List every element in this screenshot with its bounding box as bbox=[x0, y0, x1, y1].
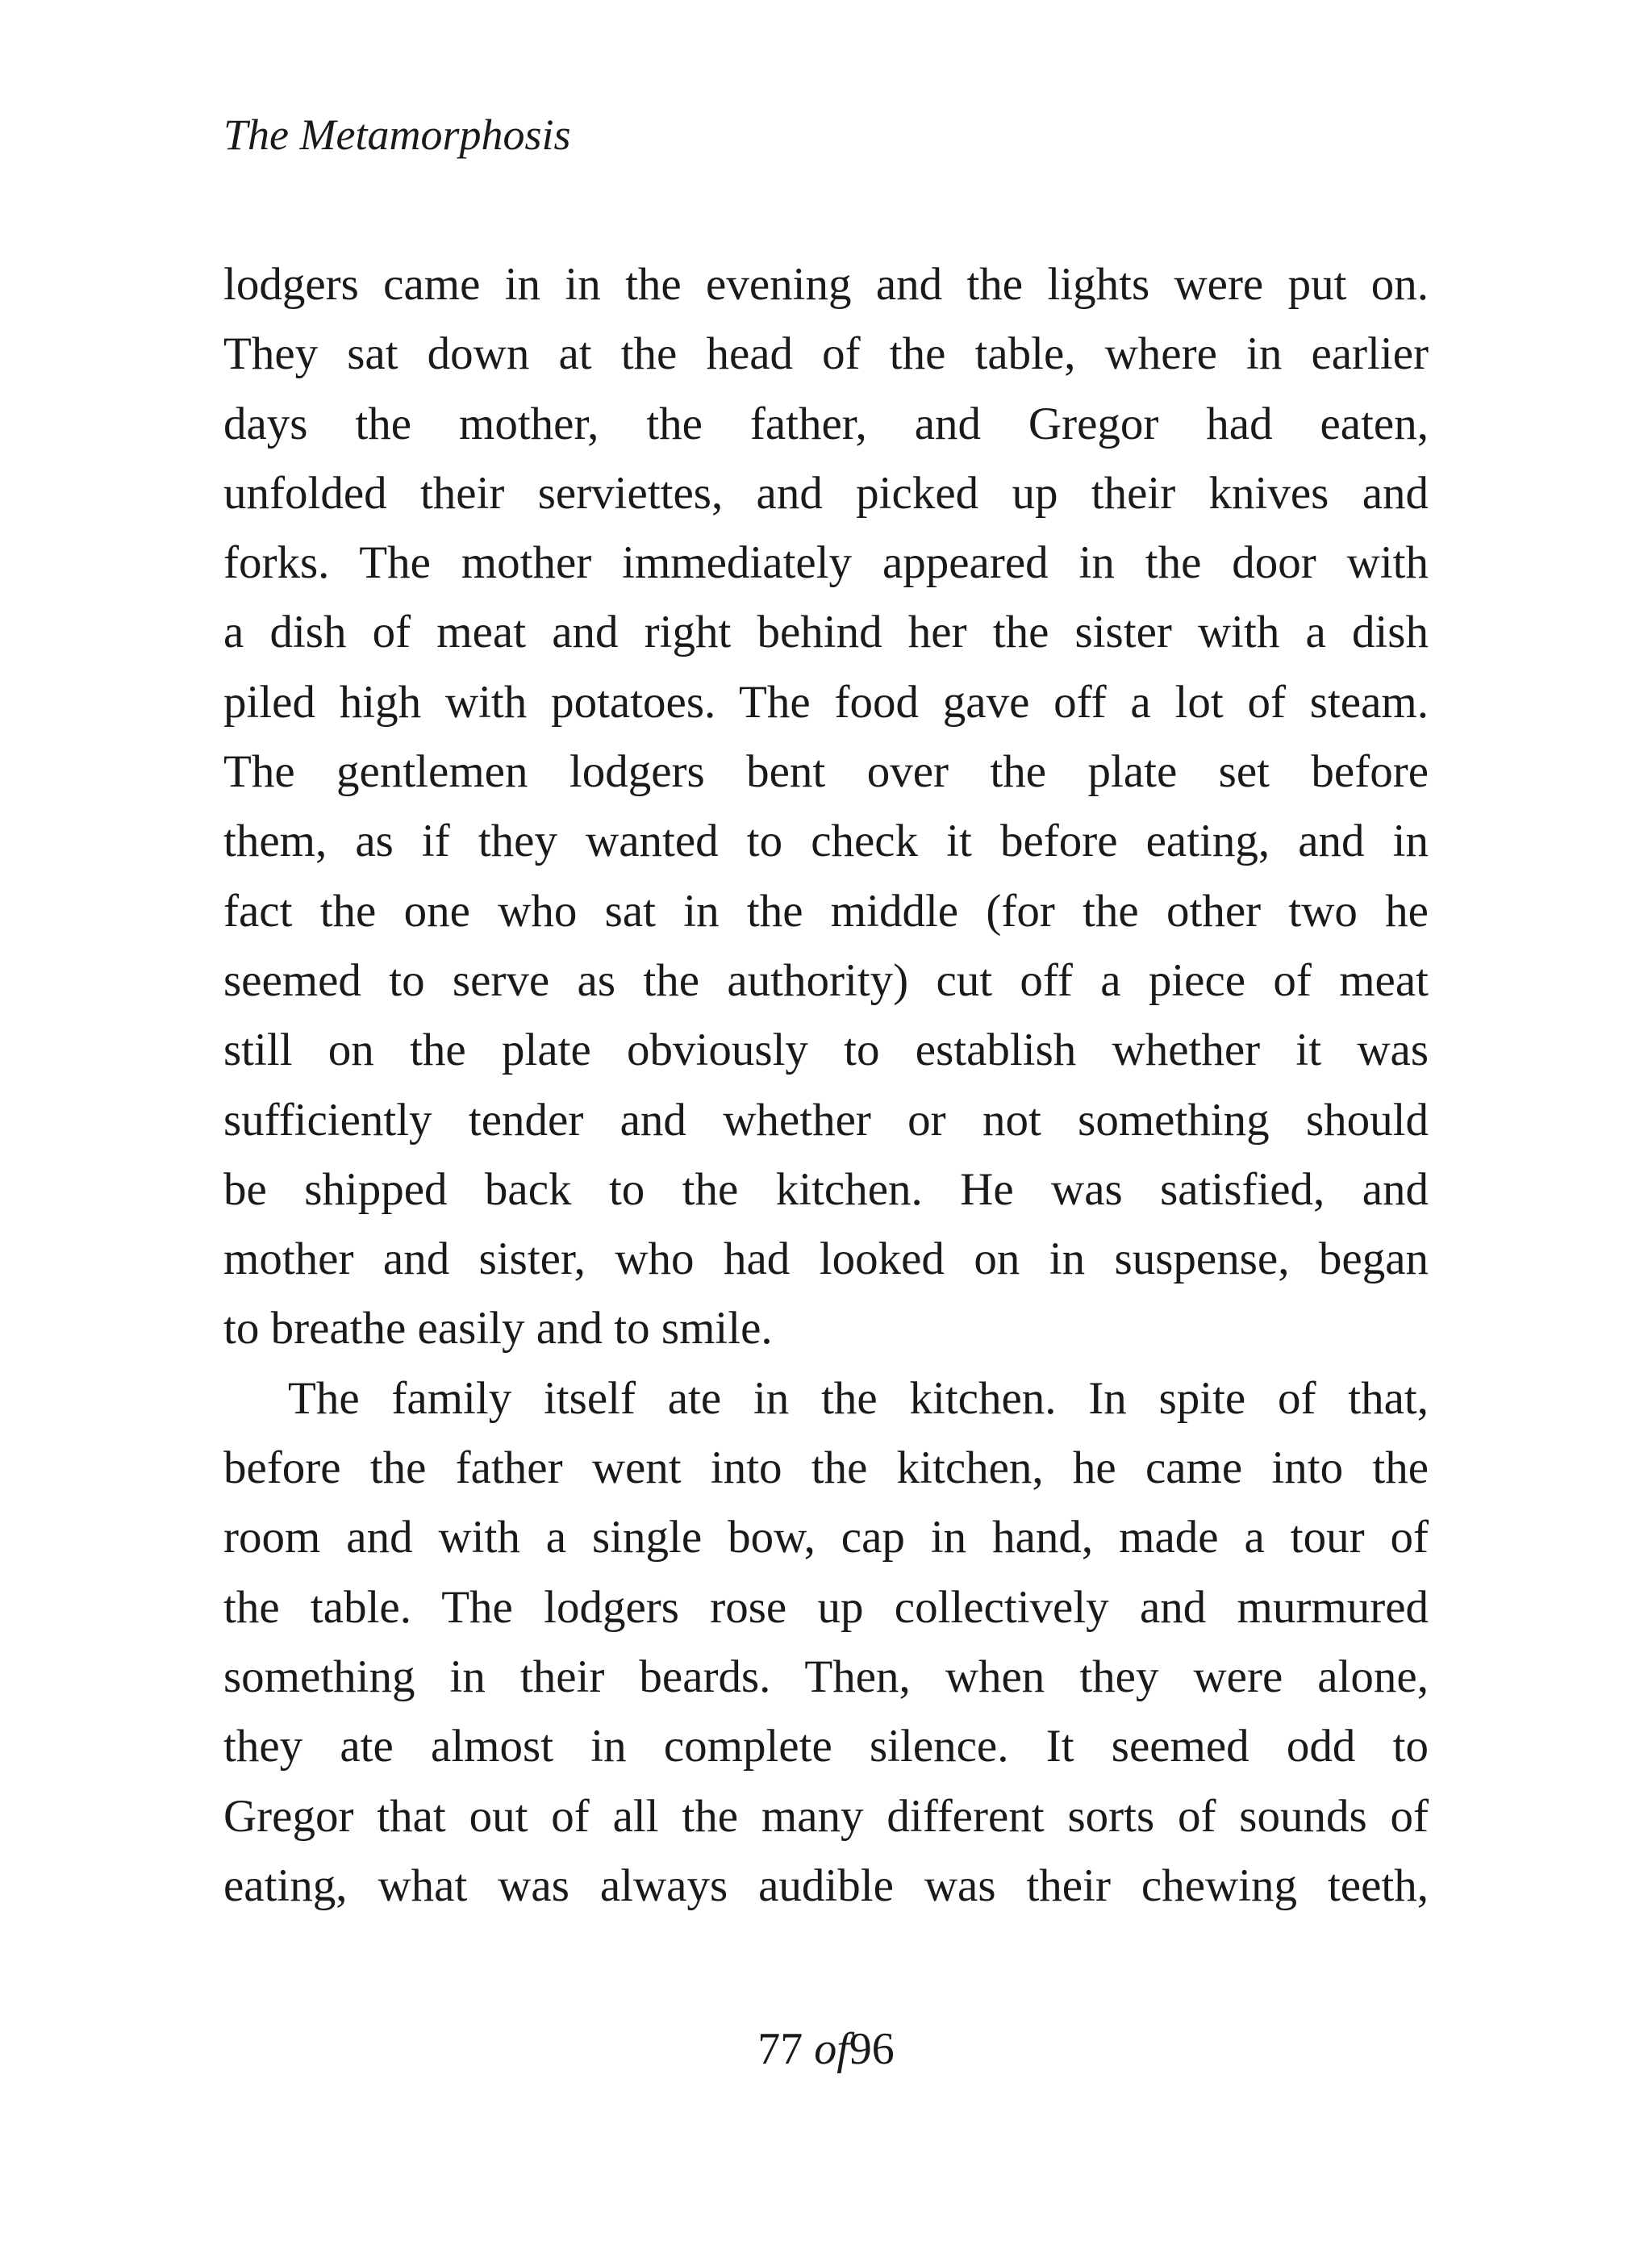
page-number-total: 96 bbox=[849, 2024, 895, 2074]
text-line: piled high with potatoes. The food gave off a lot of steam. bbox=[223, 676, 1429, 728]
text-line: still on the plate obviously to establish whether it was bbox=[223, 1025, 1429, 1076]
text-line: The gentlemen lodgers bent over the plate set before bbox=[223, 746, 1429, 798]
text-line: they ate almost in complete silence. It seemed odd to bbox=[223, 1721, 1429, 1772]
text-line: a dish of meat and right behind her the sister with a dish bbox=[223, 607, 1429, 658]
page-number-separator: of bbox=[814, 2024, 849, 2074]
text-line: fact the one who sat in the middle (for the other two he bbox=[223, 885, 1429, 937]
text-line: something in their beards. Then, when they were alone, bbox=[223, 1651, 1429, 1702]
page-number bbox=[0, 2021, 1652, 2077]
text-line: They sat down at the head of the table, where in earlier bbox=[223, 328, 1429, 380]
paragraph-1 bbox=[223, 250, 1429, 1364]
text-line: eating, what was always audible was their chewing teeth, bbox=[223, 1860, 1429, 1911]
running-head: The Metamorphosis bbox=[223, 111, 571, 159]
text-line: forks. The mother immediately appeared in the door with bbox=[223, 537, 1429, 589]
text-line: The family itself ate in the kitchen. In spite of that, bbox=[288, 1372, 1429, 1424]
text-line: the table. The lodgers rose up collectively and murmured bbox=[223, 1581, 1429, 1633]
text-line: lodgers came in in the evening and the lights were put on. bbox=[223, 259, 1429, 310]
text-line: mother and sister, who had looked on in suspense, began bbox=[223, 1233, 1429, 1285]
text-line: seemed to serve as the authority) cut off a piece of meat bbox=[223, 954, 1429, 1006]
page-number-current: 77 bbox=[757, 2024, 803, 2074]
text-line: unfolded their serviettes, and picked up their knives and bbox=[223, 467, 1429, 519]
text-line: to breathe easily and to smile. bbox=[223, 1303, 773, 1354]
body-text bbox=[223, 250, 1429, 1921]
text-line: days the mother, the father, and Gregor had eaten, bbox=[223, 398, 1429, 449]
text-line: before the father went into the kitchen, he came into the bbox=[223, 1442, 1429, 1494]
paragraph-2 bbox=[223, 1364, 1429, 1921]
text-line: be shipped back to the kitchen. He was satisfied, and bbox=[223, 1163, 1429, 1215]
text-line: room and with a single bow, cap in hand, made a tour of bbox=[223, 1512, 1429, 1563]
text-line: them, as if they wanted to check it before eating, and in bbox=[223, 816, 1429, 867]
text-line: sufficiently tender and whether or not something should bbox=[223, 1094, 1429, 1146]
text-line: Gregor that out of all the many different sorts of sounds of bbox=[223, 1790, 1429, 1842]
